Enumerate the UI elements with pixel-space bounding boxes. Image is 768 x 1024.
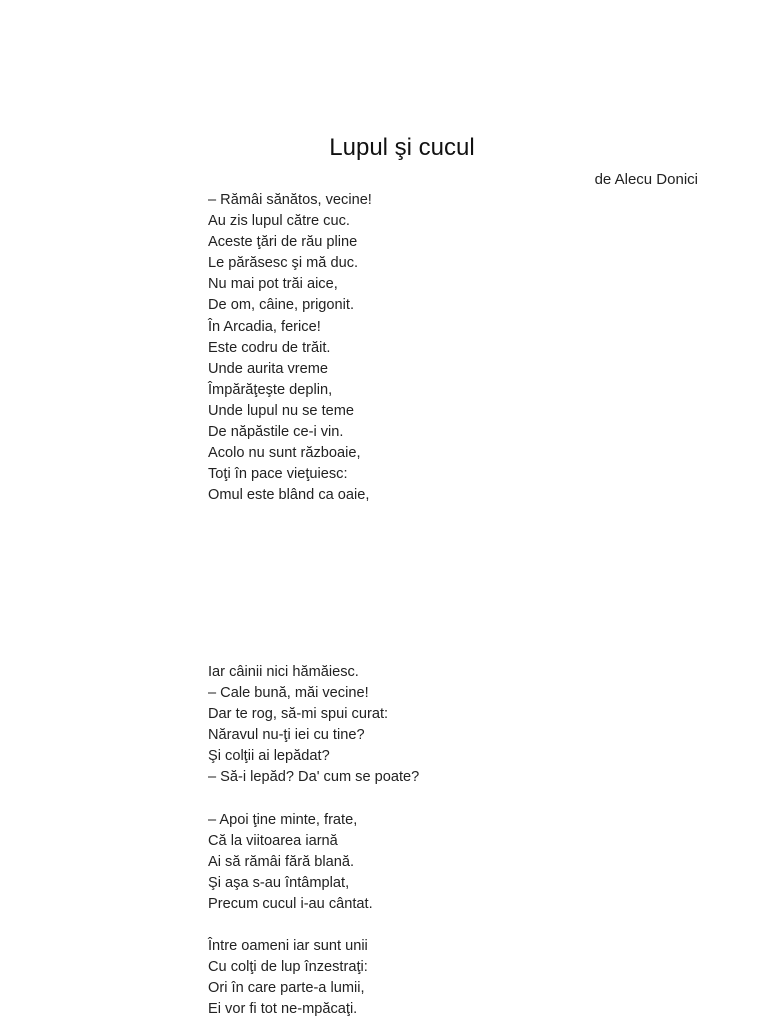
verse-line: Că la viitoarea iarnă — [208, 833, 338, 850]
verse-line: Unde aurita vreme — [208, 360, 329, 377]
verse-line: Ori în care parte-a lumii, — [208, 980, 365, 997]
verse-line: – Apoi ţine minte, frate, — [208, 812, 358, 828]
verse-line: Ai să rămâi fără blană. — [208, 854, 355, 871]
poem-title: Lupul şi cucul — [329, 134, 475, 161]
verse-line: – Cale bună, măi vecine! — [208, 685, 369, 702]
stanza — [208, 190, 372, 506]
stanza — [208, 810, 373, 915]
verse-line: Dar te rog, să-mi spui curat: — [208, 706, 389, 723]
verse-line: De om, câine, prigonit. — [208, 297, 355, 314]
verse-line: Între oameni iar sunt unii — [208, 938, 368, 954]
stanza — [208, 662, 419, 789]
verse-line: De năpăstile ce-i vin. — [208, 424, 344, 441]
verse-line: Nu mai pot trăi aice, — [208, 276, 338, 293]
verse-line: Şi aşa s-au întâmplat, — [208, 875, 350, 892]
verse-line: Omul este blând ca oaie, — [208, 487, 370, 504]
verse-line: Au zis lupul către cuc. — [208, 213, 350, 230]
verse-line: – Să-i lepăd? Da' cum se poate? — [208, 769, 420, 786]
verse-line: Le părăsesc şi mă duc. — [208, 255, 359, 272]
verse-line: Toţi în pace vieţuiesc: — [208, 466, 348, 483]
verse-line: Precum cucul i-au cântat. — [208, 896, 373, 913]
verse-line: Şi colţii ai lepădat? — [208, 748, 330, 765]
verse-line: Acolo nu sunt războaie, — [208, 445, 361, 462]
verse-line: Aceste ţări de rău pline — [208, 234, 358, 251]
verse-line: Este codru de trăit. — [208, 339, 331, 356]
verse-line: Împărăţeşte deplin, — [208, 381, 333, 398]
verse-line: Ei vor fi tot ne-mpăcaţi. — [208, 1001, 358, 1018]
verse-line: Năravul nu-ţi iei cu tine? — [208, 727, 365, 744]
verse-line: În Arcadia, ferice! — [208, 318, 321, 335]
verse-line: – Rămâi sănătos, vecine! — [208, 192, 372, 208]
stanza — [208, 936, 368, 1020]
poem-author: de Alecu Donici — [594, 171, 698, 188]
verse-line: Cu colţi de lup înzestraţi: — [208, 959, 368, 976]
verse-line: Iar câinii nici hămăiesc. — [208, 664, 359, 680]
verse-line: Unde lupul nu se teme — [208, 402, 355, 419]
